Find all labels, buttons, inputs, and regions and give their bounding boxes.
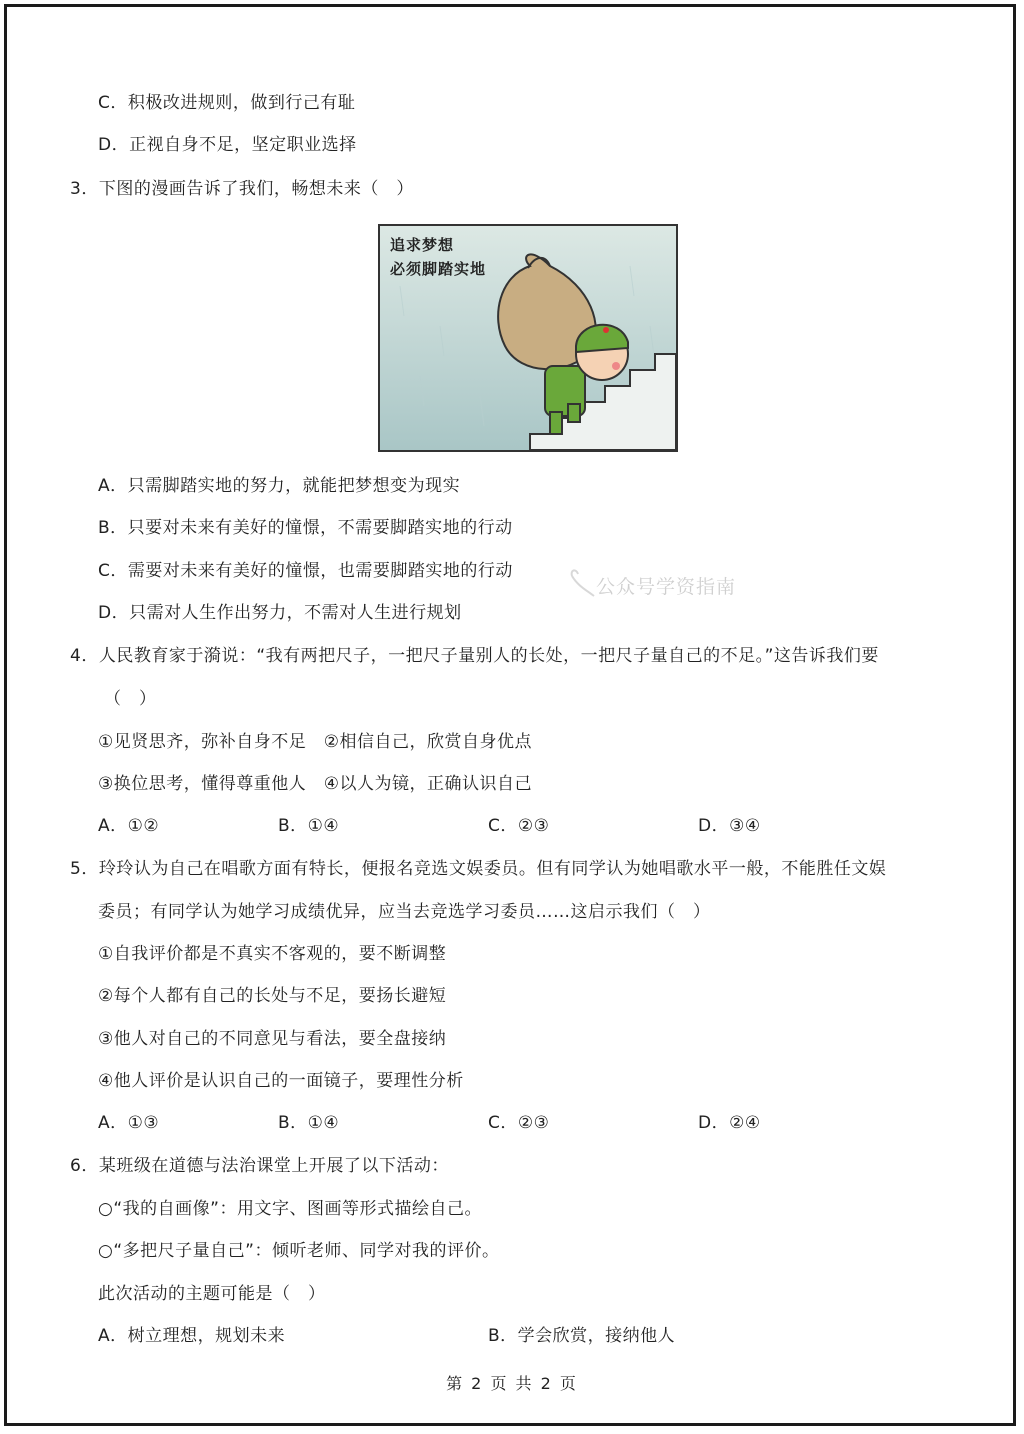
q4-option-c: C．②③ [488,816,550,836]
question-3-stem: 3．下图的漫画告诉了我们，畅想未来（ ） [70,179,414,199]
q3-option-a: A．只需脚踏实地的努力，就能把梦想变为现实 [98,476,461,496]
question-5-stem-2: 委员；有同学认为她学习成绩优异，应当去竞选学习委员……这启示我们（ ） [98,902,711,922]
q4-option-a: A．①② [98,816,160,836]
question-4-stem: 4．人民教育家于漪说：“我有两把尺子，一把尺子量别人的长处，一把尺子量自己的不足。”这告诉我们要 [70,646,879,666]
q5-statement-1: ①自我评价都是不真实不客观的，要不断调整 [98,944,447,964]
q2-option-c: C．积极改进规则，做到行己有耻 [98,93,356,113]
q6-question: 此次活动的主题可能是（ ） [98,1284,326,1304]
q5-statement-2: ②每个人都有自己的长处与不足，要扬长避短 [98,986,447,1006]
question-4-paren: （ ） [104,689,157,709]
q4-statements-1: ①见贤思齐，弥补自身不足 ②相信自己，欣赏自身优点 [98,732,532,752]
watermark [568,566,758,606]
comic-caption-2: 必须脚踏实地 [390,260,487,278]
q5-option-b: B．①④ [278,1113,340,1133]
comic-caption-1: 追求梦想 [390,236,455,254]
page-footer: 第 2 页 共 2 页 [446,1374,578,1393]
q5-statement-4: ④他人评价是认识自己的一面镜子，要理性分析 [98,1071,464,1091]
q6-option-a: A．树立理想，规划未来 [98,1326,286,1346]
q5-option-d: D．②④ [698,1113,761,1133]
question-5-stem-1: 5．玲玲认为自己在唱歌方面有特长，便报名竞选文娱委员。但有同学认为她唱歌水平一般，不能胜任文娱 [70,859,887,879]
q6-activity-1: ○“我的自画像”：用文字、图画等形式描绘自己。 [98,1199,482,1219]
watermark-text: 公众号学资指南 [596,576,737,598]
q2-option-d: D．正视自身不足，坚定职业选择 [98,135,357,155]
q3-option-c: C．需要对未来有美好的憧憬，也需要脚踏实地的行动 [98,561,513,581]
q5-statement-3: ③他人对自己的不同意见与看法，要全盘接纳 [98,1029,447,1049]
q3-option-b: B．只要对未来有美好的憧憬，不需要脚踏实地的行动 [98,518,513,538]
q4-statements-2: ③换位思考，懂得尊重他人 ④以人为镜，正确认识自己 [98,774,532,794]
q4-option-b: B．①④ [278,816,340,836]
question-6-stem: 6．某班级在道德与法治课堂上开展了以下活动： [70,1156,449,1176]
q4-option-d: D．③④ [698,816,761,836]
watermark-leaf-icon [568,566,598,606]
q5-option-a: A．①③ [98,1113,160,1133]
q6-activity-2: ○“多把尺子量自己”：倾听老师、同学对我的评价。 [98,1241,500,1261]
comic-image [378,224,678,452]
q6-option-b: B．学会欣赏，接纳他人 [488,1326,676,1346]
q5-option-c: C．②③ [488,1113,550,1133]
q3-option-d: D．只需对人生作出努力，不需对人生进行规划 [98,603,462,623]
